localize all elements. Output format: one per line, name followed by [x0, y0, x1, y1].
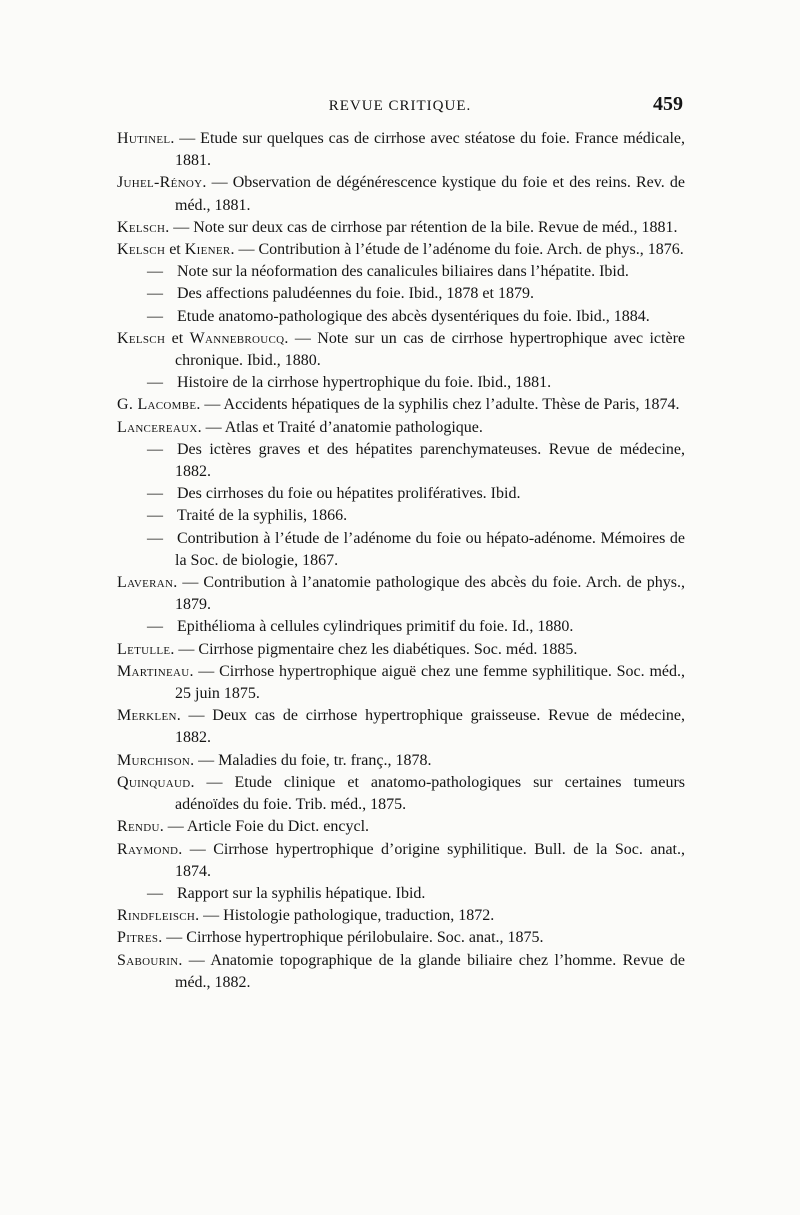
entry-author: Rindfleisch: [117, 907, 196, 925]
bibliography-entry: [117, 217, 685, 239]
bibliography-entry: [117, 283, 685, 305]
bibliography-entry: [117, 528, 685, 572]
bibliography-entry: [117, 372, 685, 394]
entry-text: Des cirrhoses du foie ou hépatites prolifératives. Ibid.: [177, 485, 521, 503]
bibliography-entry: [117, 306, 685, 328]
bibliography-entry: [117, 750, 685, 772]
bibliography-entry: [117, 839, 685, 883]
ditto-dash: —: [147, 507, 163, 525]
entry-text: Des affections paludéennes du foie. Ibid., 1878 et 1879.: [177, 285, 534, 303]
entry-text: . — Deux cas de cirrhose hypertrophique graisseuse. Revue de médecine, 1882.: [175, 707, 685, 747]
entry-author: Pitres: [117, 929, 159, 947]
entry-text: . — Atlas et Traité d’anatomie pathologique.: [197, 418, 483, 436]
entry-author: Laveran: [117, 574, 174, 592]
bibliography-entry: [117, 394, 685, 416]
entry-author: Letulle: [117, 640, 171, 658]
entry-text: . — Cirrhose hypertrophique périlobulaire. Soc. anat., 1875.: [158, 929, 544, 947]
bibliography-entry: [117, 905, 685, 927]
bibliography-entry: [117, 639, 685, 661]
ditto-dash: —: [147, 485, 163, 503]
bibliography-entry: [117, 927, 685, 949]
ditto-dash: —: [147, 374, 163, 392]
entry-text: . — Article Foie du Dict. encycl.: [159, 818, 370, 836]
entry-author: Kelsch: [117, 218, 166, 236]
bibliography-entry: [117, 328, 685, 372]
bibliography-entry: [117, 483, 685, 505]
entry-author: Sabourin: [117, 951, 179, 969]
bibliography-entry: [117, 239, 685, 261]
entry-author: Lancereaux: [117, 418, 198, 436]
entry-author: Kelsch: [117, 241, 166, 259]
entry-text: Histoire de la cirrhose hypertrophique du foie. Ibid., 1881.: [177, 374, 552, 392]
bibliography-entry: [117, 661, 685, 705]
entry-text: . — Histologie pathologique, traduction, 1872.: [195, 907, 495, 925]
entry-author: Martineau: [117, 662, 190, 680]
bibliography-entry: [117, 261, 685, 283]
entry-author: Rendu: [117, 818, 160, 836]
entry-coauthor: Kiener: [184, 241, 231, 259]
entry-author: Murchison: [117, 751, 191, 769]
bibliography-list: [117, 128, 685, 994]
entry-text: Rapport sur la syphilis hépatique. Ibid.: [177, 884, 426, 902]
entry-text: Des ictères graves et des hépatites parenchymateuses. Revue de médecine, 1882.: [175, 440, 685, 481]
entry-text: et: [165, 329, 190, 347]
entry-text: Epithélioma à cellules cylindriques primitif du foie. Id., 1880.: [177, 618, 574, 636]
entry-text: . — Cirrhose pigmentaire chez les diabétiques. Soc. méd. 1885.: [170, 640, 578, 658]
ditto-dash: —: [147, 440, 163, 458]
bibliography-entry: [117, 172, 685, 216]
bibliography-entry: [117, 705, 685, 749]
entry-text: Traité de la syphilis, 1866.: [177, 507, 348, 525]
bibliography-entry: [117, 883, 685, 905]
running-title: REVUE CRITIQUE.: [328, 98, 472, 114]
entry-text: Contribution à l’étude de l’adénome du foie ou hépato-adénome. Mémoires de la Soc. de biologie, 1867.: [175, 529, 685, 569]
ditto-dash: —: [147, 529, 163, 547]
entry-author: Quinquaud: [117, 773, 191, 791]
entry-text: . — Cirrhose hypertrophique aiguë chez une femme syphilitique. Soc. méd., 25 juin 1875.: [175, 662, 685, 703]
ditto-dash: —: [147, 307, 163, 325]
ditto-dash: —: [147, 285, 163, 303]
entry-coauthor: Wannebroucq: [189, 329, 285, 347]
bibliography-entry: [117, 772, 685, 816]
entry-text: . — Contribution à l’étude de l’adénome du foie. Arch. de phys., 1876.: [230, 241, 684, 259]
running-head: [117, 93, 683, 122]
entry-author: Merklen: [117, 707, 177, 725]
entry-text: . — Observation de dégénérescence kystique du foie et des reins. Rev. de méd., 1881.: [175, 174, 685, 214]
ditto-dash: —: [147, 618, 163, 636]
entry-text: . — Maladies du foie, tr. franç., 1878.: [190, 751, 432, 769]
entry-text: Note sur la néoformation des canalicules biliaires dans l’hépatite. Ibid.: [177, 263, 629, 281]
entry-text: et: [165, 241, 185, 259]
entry-text: . — Contribution à l’anatomie pathologique des abcès du foie. Arch. de phys., 1879.: [173, 574, 685, 614]
entry-text: . — Accidents hépatiques de la syphilis chez l’adulte. Thèse de Paris, 1874.: [196, 396, 680, 414]
entry-text: . — Anatomie topographique de la glande biliaire chez l’homme. Revue de méd., 1882.: [175, 951, 685, 991]
bibliography-entry: [117, 505, 685, 527]
entry-author: Juhel-Rénoy: [117, 174, 203, 192]
entry-text: . — Etude clinique et anatomo-pathologiques sur certaines tumeurs adénoïdes du foie. Trib. méd., 1875.: [175, 773, 685, 814]
bibliography-entry: [117, 572, 685, 616]
bibliography-entry: [117, 816, 685, 838]
entry-text: Etude anatomo-pathologique des abcès dysentériques du foie. Ibid., 1884.: [177, 307, 650, 325]
ditto-dash: —: [147, 884, 163, 902]
entry-author: Raymond: [117, 840, 179, 858]
bibliography-entry: [117, 616, 685, 638]
entry-text: . — Etude sur quelques cas de cirrhose avec stéatose du foie. France médicale, 1881.: [170, 130, 685, 170]
page-number: 459: [653, 93, 683, 115]
bibliography-entry: [117, 417, 685, 439]
entry-text: . — Note sur deux cas de cirrhose par rétention de la bile. Revue de méd., 1881.: [165, 218, 678, 236]
entry-author: G. Lacombe: [117, 396, 197, 414]
entry-text: . — Note sur un cas de cirrhose hypertrophique avec ictère chronique. Ibid., 1880.: [175, 329, 685, 370]
entry-author: Hutinel: [117, 130, 171, 147]
entry-text: . — Cirrhose hypertrophique d’origine syphilitique. Bull. de la Soc. anat., 1874.: [175, 840, 685, 880]
ditto-dash: —: [147, 263, 163, 281]
bibliography-entry: [117, 439, 685, 483]
bibliography-entry: [117, 950, 685, 994]
bibliography-entry: [117, 128, 685, 172]
entry-author: Kelsch: [117, 329, 166, 347]
